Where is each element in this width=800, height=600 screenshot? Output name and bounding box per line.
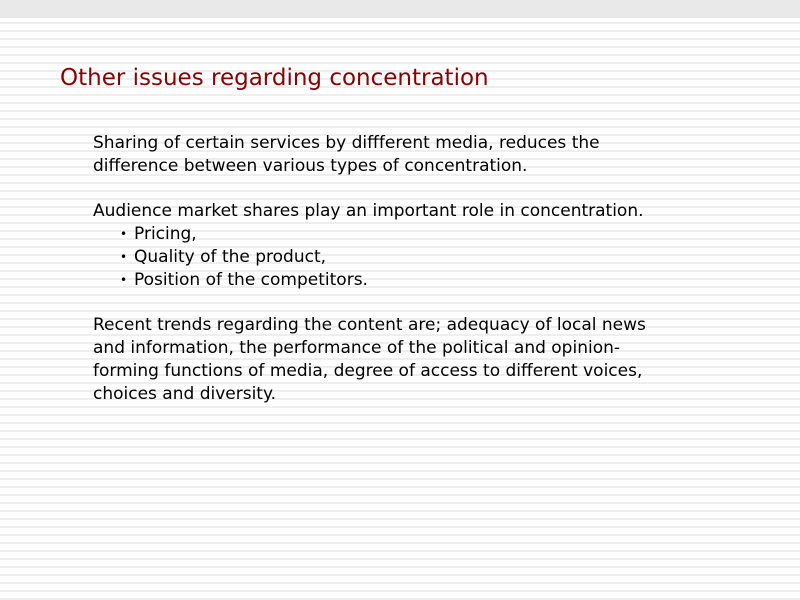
paragraph-text: Sharing of certain services by diffferent media, reduces the difference between various types of concentration. xyxy=(93,133,600,176)
slide-content xyxy=(93,132,653,428)
bullet-text: Pricing, xyxy=(134,224,197,245)
slide-title: Other issues regarding concentration xyxy=(60,65,489,91)
bullet-item xyxy=(120,246,653,269)
paragraph-text: Audience market shares play an important role in concentration. xyxy=(93,201,644,222)
bullet-dot-icon: • xyxy=(120,249,128,264)
paragraph-audience-shares xyxy=(93,200,653,291)
bullet-item xyxy=(120,269,653,292)
bullet-list xyxy=(93,223,653,291)
paragraph-shared-services xyxy=(93,132,653,178)
paragraph-text: Recent trends regarding the content are; adequacy of local news and information, the performance of the political and opinion-forming functions of media, degree of access to different voices, choices and diversity. xyxy=(93,315,646,404)
bullet-text: Position of the competitors. xyxy=(134,269,368,290)
paragraph-recent-trends xyxy=(93,314,653,405)
slide xyxy=(0,18,800,600)
bullet-dot-icon: • xyxy=(120,227,128,242)
bullet-dot-icon: • xyxy=(120,272,128,287)
bullet-item xyxy=(120,223,653,246)
top-band xyxy=(0,0,800,18)
bullet-text: Quality of the product, xyxy=(134,246,327,267)
